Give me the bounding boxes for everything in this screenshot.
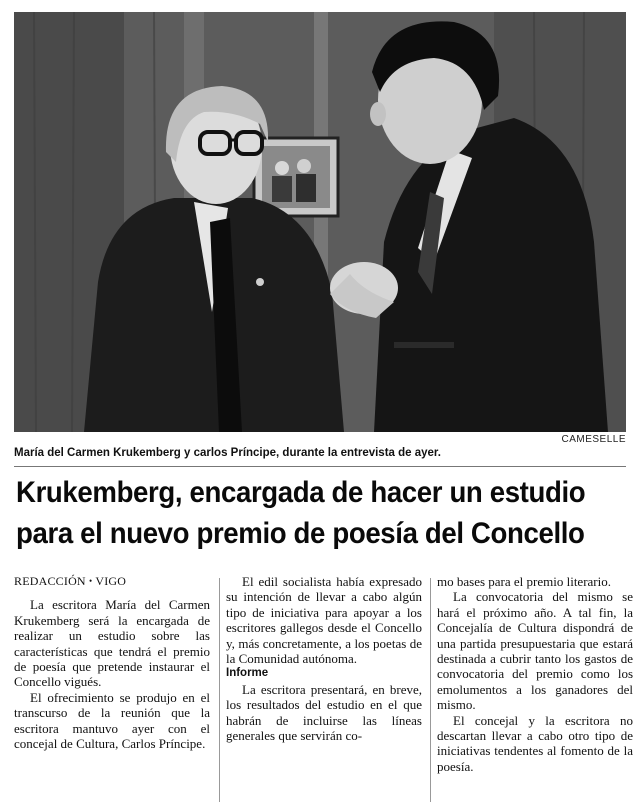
photo-illustration [14,12,626,432]
byline-author: REDACCIÓN [14,574,86,588]
subheading: Informe [226,667,269,680]
headline-line-2: para el nuevo premio de poesía del Concello [16,517,585,550]
paragraph: La escritora presentará, en breve, los resultados del estudio en el que habrán de incluirse las líneas generales que servirán co- [226,681,422,744]
article-column-1 [14,574,210,751]
paragraph: La convocatoria del mismo se hará el próximo año. A tal fin, la Concejalía de Cultura dispondrá de una partida presupuestaria que estará destinada a cubrir tanto los gastos de convocatoria del premio como los emolumentos a los ganadores del mismo. [437,589,633,713]
headline [16,472,586,554]
paragraph: La escritora María del Carmen Krukemberg será la encargada de realizar un estudio sobre las características que tendrá el premio de poesía que pretende instaurar el Concello vigués. [14,597,210,690]
caption-divider [14,466,626,467]
column-divider [430,578,431,802]
photo-caption: María del Carmen Krukemberg y carlos Príncipe, durante la entrevista de ayer. [14,447,441,459]
article-body [14,574,633,804]
headline-line-1: Krukemberg, encargada de hacer un estudio [16,476,586,509]
paragraph-continued: mo bases para el premio literario. [437,574,611,589]
photo-credit: CAMESELLE [561,434,626,445]
byline-place: VIGO [95,574,127,588]
byline [14,574,210,589]
paragraph: El ofrecimiento se produjo en el transcurso de la reunión que la escritora mantuvo ayer con el concejal de Cultura, Carlos Príncipe. [14,689,210,752]
article-column-2 [226,574,422,743]
paragraph: El edil socialista había expresado su intención de llevar a cabo algún tipo de iniciativa para apoyar a los escritores gallegos desde el Concello y, más concretamente, a los poetas de la Comunidad autónoma. [226,574,422,667]
byline-separator: • [89,576,93,586]
column-divider [219,578,220,802]
news-photo [14,12,626,432]
paragraph: El concejal y la escritora no descartan llevar a cabo otro tipo de iniciativas tendentes al fomento de la poesía. [437,712,633,774]
article-column-3 [437,574,633,774]
